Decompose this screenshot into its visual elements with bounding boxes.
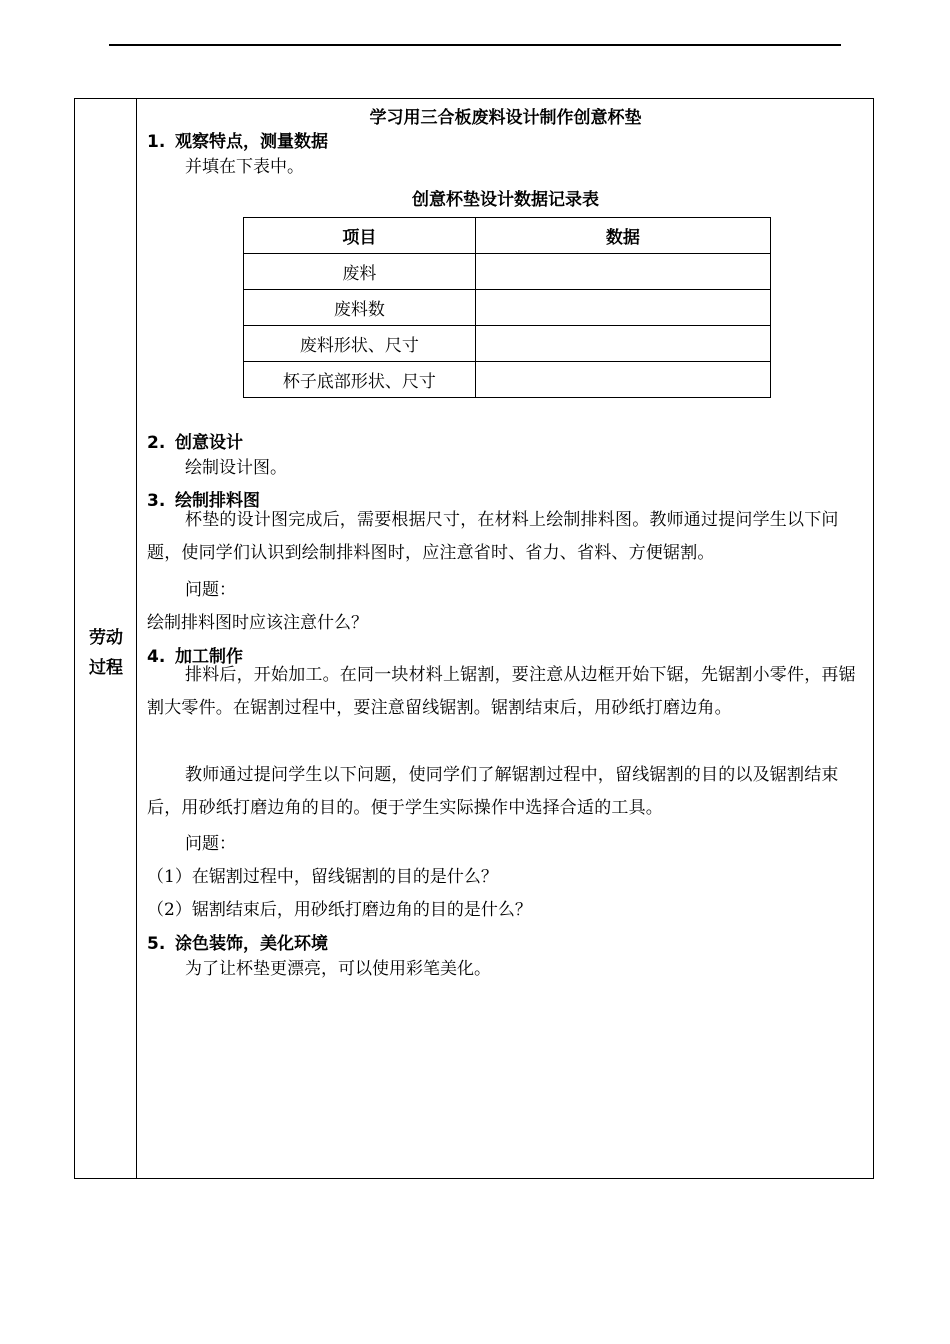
table-row [244,254,771,290]
section4-number: 4. [147,647,166,667]
row-item: 废料 [244,254,476,290]
section-label-line-1: 劳动 [89,628,123,648]
section-label-line-2: 过程 [89,658,123,678]
table-row [244,290,771,326]
row-item: 废料形状、尺寸 [244,326,476,362]
section3-paragraph: 杯垫的设计图完成后，需要根据尺寸，在材料上绘制排料图。教师通过提问学生以下问题，使同学们认识到绘制排料图时，应注意省时、省力、省料、方便锯割。 [147,510,839,563]
section5-title: 涂色装饰，美化环境 [175,934,328,954]
section3-question-label: 问题： [185,580,236,600]
lesson-table [74,98,874,1179]
section3-question: 绘制排料图时应该注意什么？ [147,613,368,633]
row-item: 杯子底部形状、尺寸 [244,362,476,398]
section5-text: 为了让杯垫更漂亮，可以使用彩笔美化。 [185,959,491,979]
table-row [244,362,771,398]
section4-paragraph-2: 教师通过提问学生以下问题，使同学们了解锯割过程中，留线锯割的目的以及锯割结束后，用砂纸打磨边角的目的。便于学生实际操作中选择合适的工具。 [147,765,839,818]
section1-number: 1. [147,132,166,152]
section2-heading [147,428,243,453]
section1-title: 观察特点，测量数据 [175,132,328,152]
row-value[interactable] [475,326,770,362]
left-column [75,99,137,1178]
page-title: 学习用三合板废料设计制作创意杯垫 [369,108,642,128]
section5-heading [147,929,328,954]
section4-paragraph-1: 排料后，开始加工。在同一块材料上锯割，要注意从边框开始下锯，先锯割小零件，再锯割大零件。在锯割过程中，要注意留线锯割。锯割结束后，用砂纸打磨边角。 [147,665,856,718]
record-table [243,217,771,398]
header-item: 项目 [244,218,476,254]
row-value[interactable] [475,362,770,398]
section2-number: 2. [147,433,166,453]
section4-question-1: （1）在锯割过程中，留线锯割的目的是什么？ [147,867,498,887]
section4-question-2: （2）锯割结束后，用砂纸打磨边角的目的是什么？ [147,900,532,920]
section4-question-label: 问题： [185,834,236,854]
row-item: 废料数 [244,290,476,326]
row-value[interactable] [475,254,770,290]
content-cell [138,99,873,1178]
section3-number: 3. [147,491,166,511]
header-rule [109,44,841,46]
section3-title: 绘制排料图 [175,491,260,511]
header-data: 数据 [475,218,770,254]
row-value[interactable] [475,290,770,326]
record-table-header [244,218,771,254]
section2-text: 绘制设计图。 [185,458,287,478]
record-table-title: 创意杯垫设计数据记录表 [412,190,599,210]
section1-text: 并填在下表中。 [185,157,304,177]
section1-heading [147,127,328,152]
section2-title: 创意设计 [175,433,243,453]
section4-title: 加工制作 [175,647,243,667]
table-row [244,326,771,362]
section5-number: 5. [147,934,166,954]
section-label [75,623,137,683]
